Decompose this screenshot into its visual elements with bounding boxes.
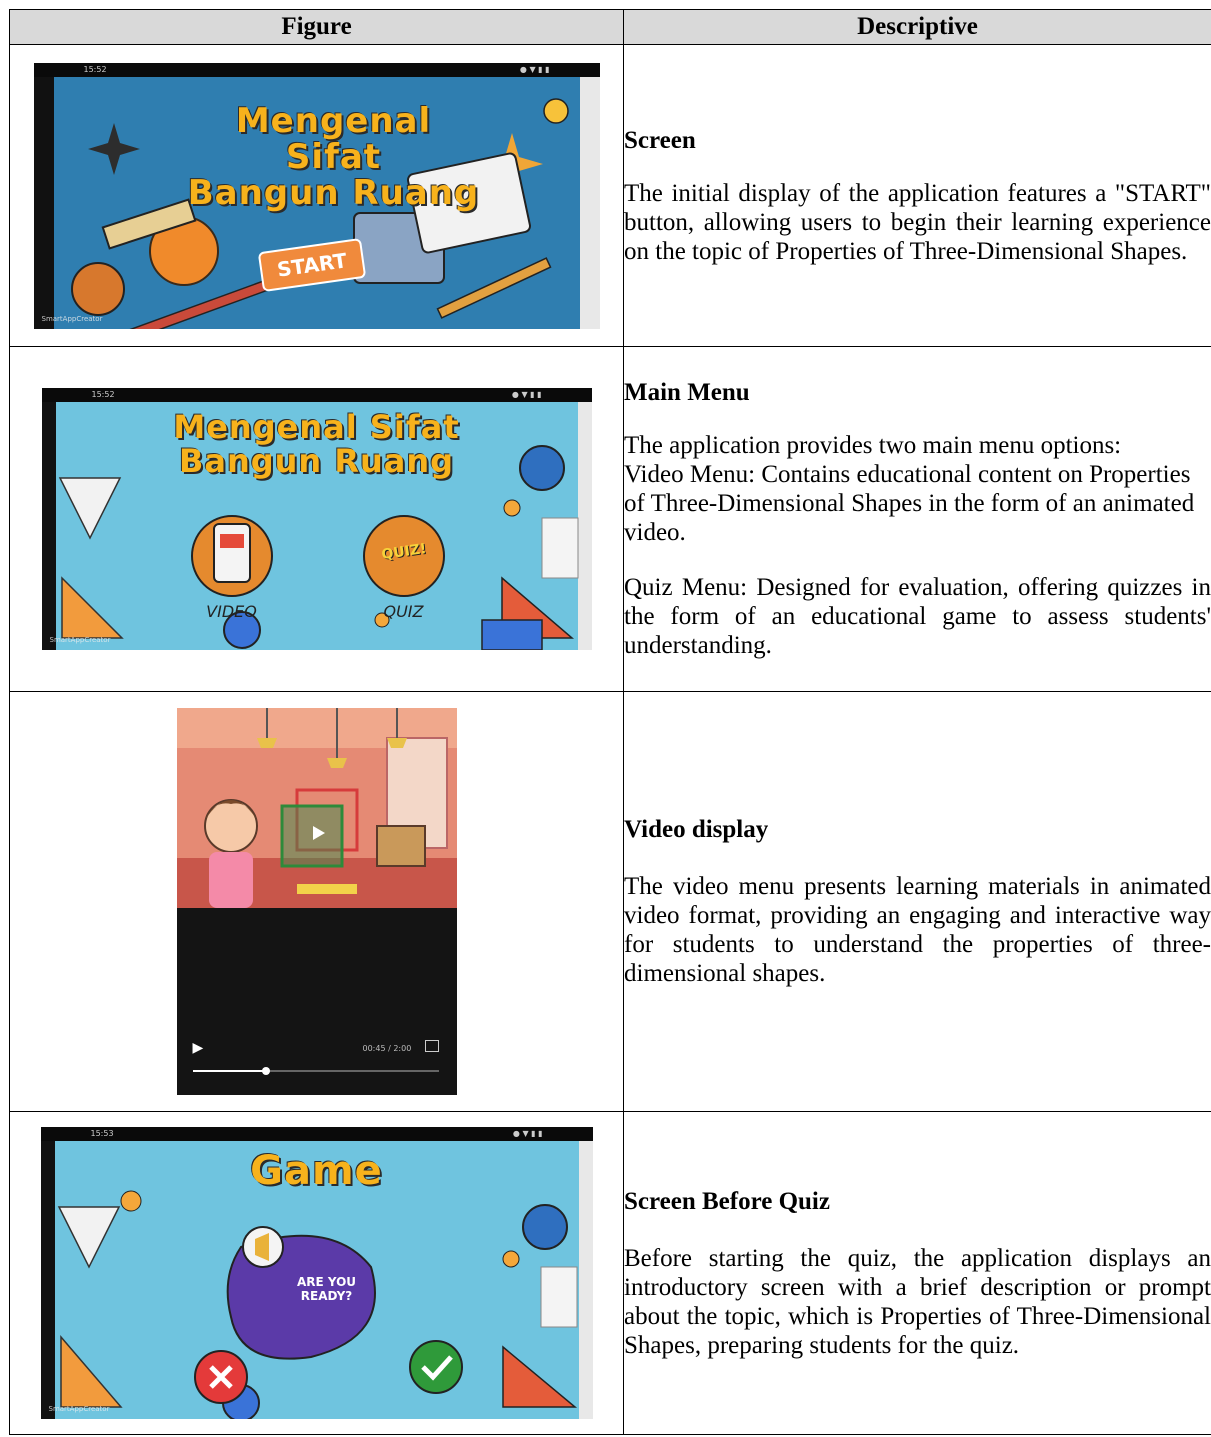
status-bar: 15:52 ● ▼ ▮ ▮ <box>42 388 592 402</box>
video-progress-track[interactable] <box>193 1070 439 1072</box>
fullscreen-icon[interactable] <box>425 1040 439 1052</box>
row-text: The initial display of the application features a "START" button, allowing users to begin their learning experience on the topic of Properties of Three-Dimensional Shapes. <box>624 179 1211 265</box>
credit-label: SmartAppCreator <box>48 1405 110 1413</box>
start-screen-image <box>34 63 600 329</box>
figure-cell-video <box>10 692 624 1112</box>
video-menu-button[interactable]: VIDEO <box>206 602 257 621</box>
game-screen-image <box>41 1127 593 1419</box>
description-cell-game <box>624 1112 1211 1435</box>
row-text-intro: The application provides two main menu options: <box>624 432 1122 459</box>
header-figure: Figure <box>10 10 624 45</box>
video-screen-image <box>177 708 457 1095</box>
figure-description-table <box>9 9 1211 1435</box>
row-text: The video menu presents learning materials in animated video format, providing an engaging and interactive way for students to understand the properties of three-dimensional shapes. <box>624 873 1211 987</box>
status-bar: 15:52 ● ▼ ▮ ▮ <box>34 63 600 77</box>
figure-cell-start <box>10 45 624 347</box>
row-title: Video display <box>624 816 769 843</box>
row-text-video: Video Menu: Contains educational content on Properties of Three-Dimensional Shapes in the form of an animated video. <box>624 461 1195 546</box>
status-bar: 15:53 ● ▼ ▮ ▮ <box>41 1127 593 1141</box>
confirm-button[interactable] <box>410 1341 462 1393</box>
video-progress-fill <box>193 1070 267 1072</box>
ready-prompt <box>277 1275 377 1303</box>
game-title: Game <box>250 1148 383 1194</box>
video-frame-illustration <box>177 708 457 908</box>
row-title: Screen Before Quiz <box>624 1187 830 1215</box>
app-title-line2: Bangun Ruang <box>178 442 455 480</box>
quiz-menu-button[interactable]: QUIZ <box>383 602 424 621</box>
row-title: Screen <box>624 126 696 154</box>
cancel-button[interactable] <box>195 1351 247 1403</box>
app-title-line1: Mengenal Sifat <box>173 408 460 446</box>
app-title-line2: Bangun Ruang <box>187 172 480 213</box>
video-time-readout: 00:45 / 2:00 <box>362 1044 412 1053</box>
menu-screen-image <box>42 388 592 650</box>
figure-cell-game <box>10 1112 624 1435</box>
row-text: Before starting the quiz, the application displays an introductory screen with a brief description or prompt about the topic, which is Properties of Three-Dimensional Shapes, preparing students for the quiz. <box>624 1244 1211 1359</box>
play-icon[interactable]: ▶ <box>192 1040 204 1056</box>
start-button[interactable]: START <box>257 237 366 291</box>
description-cell-video <box>624 692 1211 1112</box>
app-title-line1: Mengenal Sifat <box>235 100 432 177</box>
figure-cell-menu <box>10 347 624 692</box>
row-title: Main Menu <box>624 379 750 406</box>
video-progress-knob[interactable] <box>262 1067 270 1075</box>
row-text-quiz: Quiz Menu: Designed for evaluation, offering quizzes in the form of an educational game to assess students' understanding. <box>624 574 1211 659</box>
credit-label: SmartAppCreator <box>41 314 103 323</box>
ready-prompt-line2: READY? <box>300 1289 353 1303</box>
quiz-badge: QUIZ! <box>380 540 427 564</box>
description-cell-start <box>624 45 1211 347</box>
description-cell-menu <box>624 347 1211 692</box>
ready-prompt-line1: ARE YOU <box>296 1275 357 1289</box>
header-descriptive: Descriptive <box>624 10 1211 45</box>
credit-label: SmartAppCreator <box>49 636 111 644</box>
